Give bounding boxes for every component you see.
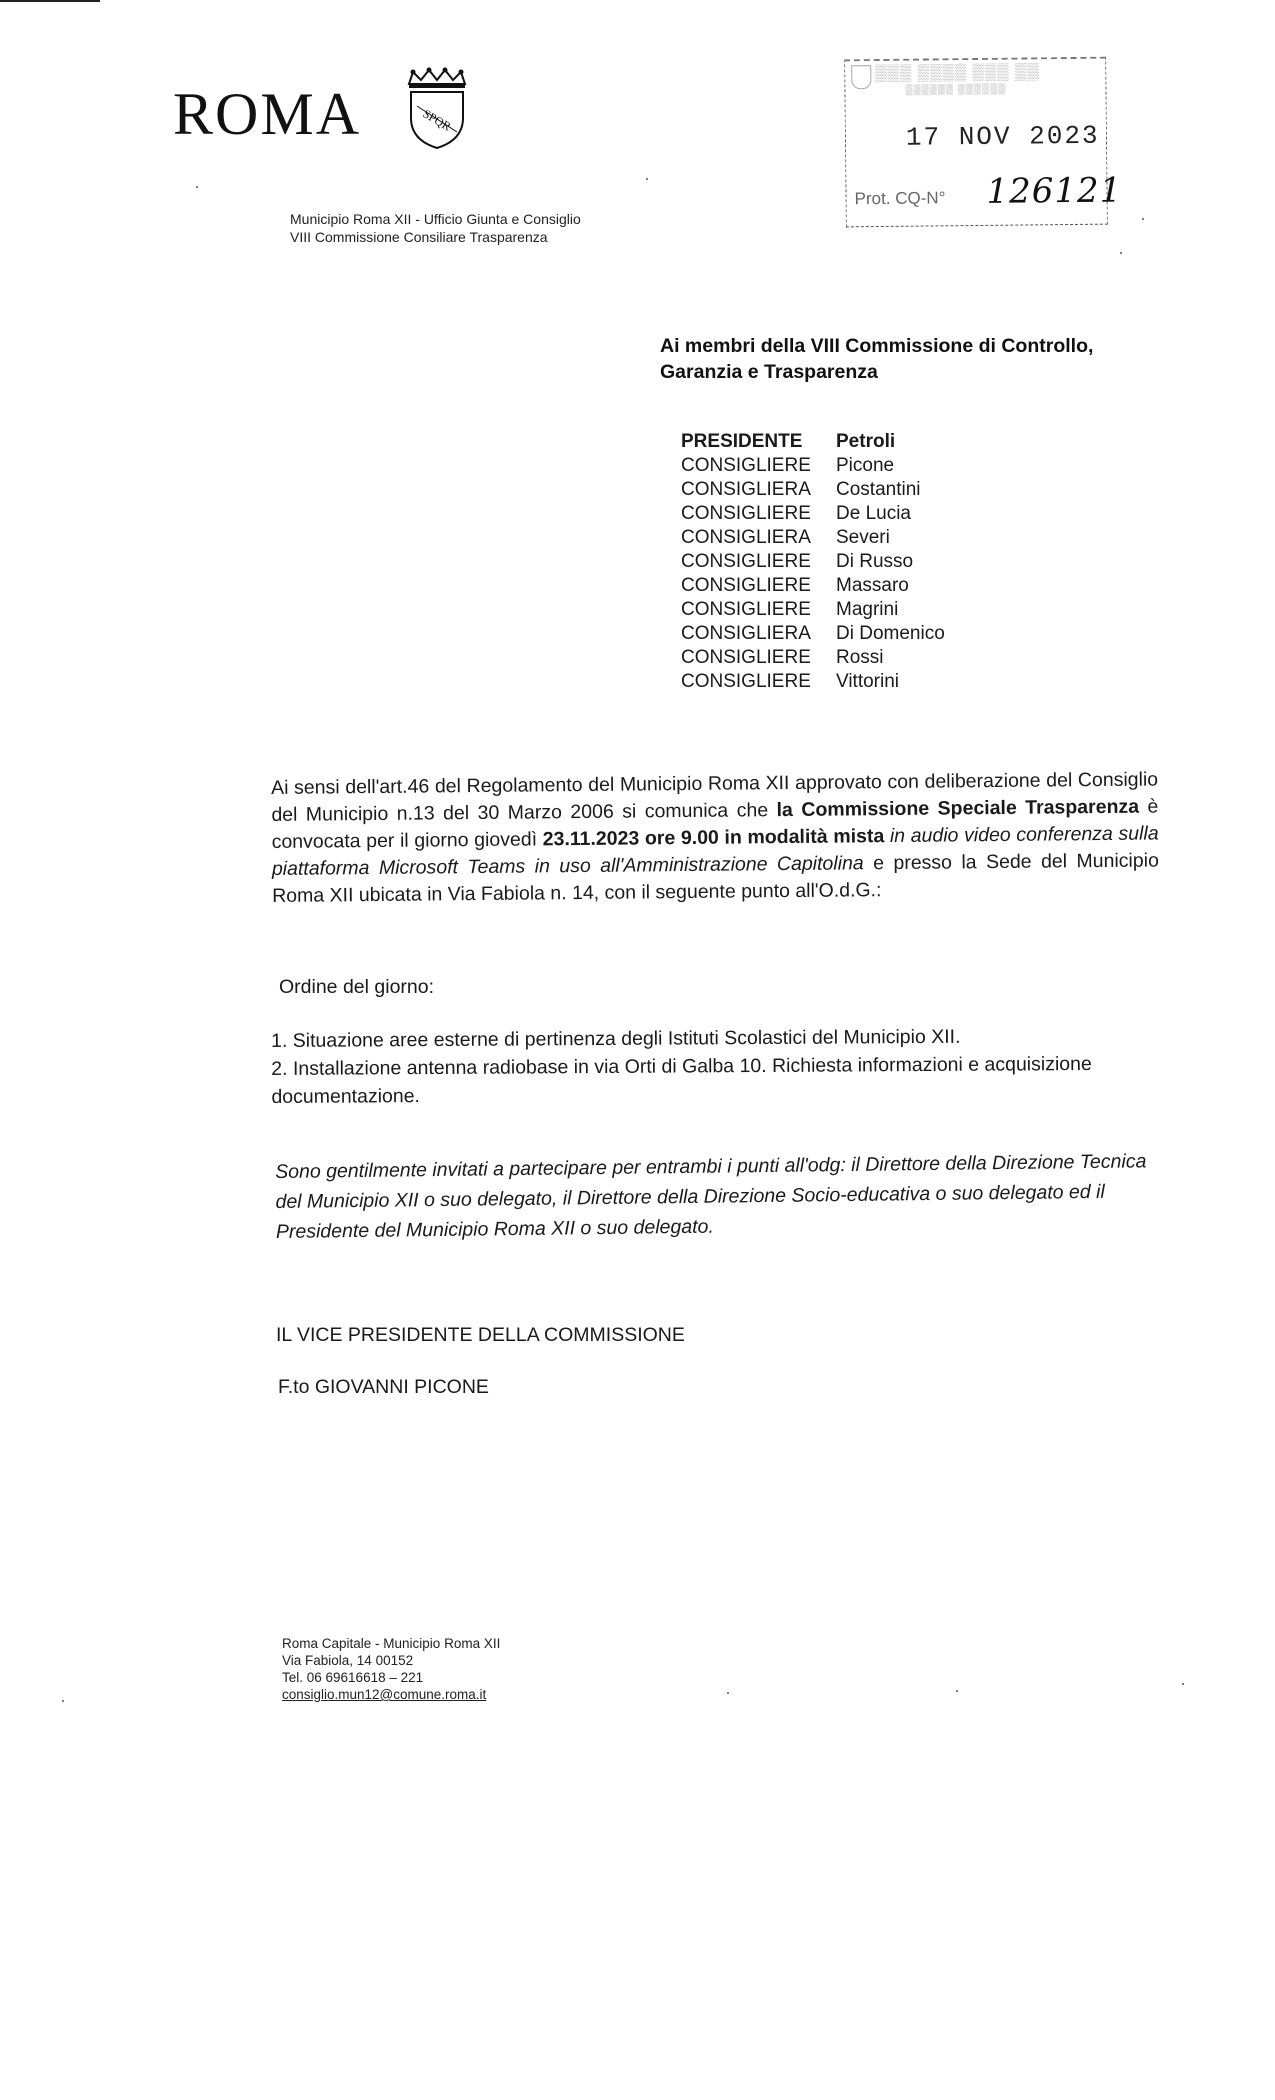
stamp-protocol-number: 126121 [986,170,1123,212]
agenda-item-2: 2. Installazione antenna radiobase in via Orti di Galba 10. Richiesta informazioni e acquisizione documentazione. [271,1052,1092,1108]
member-name: Magrini [836,599,899,620]
member-name: Di Domenico [836,623,945,644]
member-row [681,622,945,646]
signature-name: F.to GIOVANNI PICONE [278,1376,489,1398]
footer-line-3: Tel. 06 69616618 – 221 [282,1670,424,1685]
para-text-f: e presso la Sede del Municipio Roma XII ubicata in Via Fabiola n. 14, con il seguente punto all'O.d.G.: [272,849,1159,907]
agenda-item-1: 1. Situazione aree esterne di pertinenza degli Istituti Scolastici del Municipio XII. [271,1025,961,1052]
member-row [681,670,945,694]
para-text-a: Ai sensi dell'art.46 del Regolamento del Municipio Roma XII approvato con deliberazione del Consiglio del Municipio n.13 del 30 Marzo 2006 si comunica che [271,768,1159,826]
scan-speck [1182,1683,1184,1685]
para-commission-name: la Commissione Speciale Trasparenza [776,795,1140,822]
scan-speck [196,186,198,188]
stamp-crest-icon [851,65,871,89]
para-date-time: 23.11.2023 ore 9.00 in modalità mista [542,825,885,851]
stamp-date: 17 NOV 2023 [905,120,1100,153]
stamp-subheader-faded: ▒▒▒▒▒▒ ▒▒▒▒▒▒ [905,83,1007,96]
scan-speck [1142,218,1144,220]
scan-speck [646,178,648,180]
member-name: De Lucia [836,503,911,524]
member-role: CONSIGLIERE [681,575,811,596]
member-name: Massaro [836,575,909,596]
member-role: CONSIGLIERE [681,551,811,572]
member-name: Vittorini [836,671,900,692]
footer-line-2: Via Fabiola, 14 00152 [282,1653,414,1668]
member-role: CONSIGLIERA [681,527,811,548]
member-row [681,550,945,574]
member-role: CONSIGLIERE [681,503,811,524]
member-name: Severi [836,527,890,548]
crest-spqr-text: SPQR [420,106,454,134]
roma-logo-text: ROMA [173,81,362,147]
member-row [681,526,945,550]
scan-speck [727,1692,729,1694]
stamp-header-faded: ▒▒▒ ▒▒▒▒ ▒▒▒ ▒▒ [875,63,1040,83]
protocol-stamp [844,57,1123,228]
convocation-paragraph [271,766,1159,910]
para-teams-info: in audio video conferenza sulla piattaforma Microsoft Teams in uso all'Amministrazione Capitolina [271,822,1159,880]
member-row [681,430,945,454]
member-row [681,574,945,598]
addressee-line-1: Ai membri della VIII Commissione di Controllo, [660,335,1094,357]
scan-speck [62,1700,64,1702]
spqr-crest-icon [403,66,471,150]
member-row [681,598,945,622]
addressee-line-2: Garanzia e Trasparenza [660,361,878,383]
footer-email-link[interactable]: consiglio.mun12@comune.roma.it [282,1687,487,1702]
member-role: CONSIGLIERE [681,455,811,476]
addressee-block [660,333,1093,385]
para-text-c: è convocata per il giorno giovedì [271,795,1159,853]
members-list [681,430,945,694]
member-row [681,646,945,670]
member-name: Costantini [836,479,921,500]
signature-title: IL VICE PRESIDENTE DELLA COMMISSIONE [276,1324,685,1346]
member-role: PRESIDENTE [681,431,803,452]
member-name: Picone [836,455,895,476]
footer-contact [282,1635,500,1703]
member-role: CONSIGLIERA [681,623,811,644]
office-line-1: Municipio Roma XII - Ufficio Giunta e Consiglio [290,211,581,227]
agenda-list [271,1022,1171,1111]
office-line-2: VIII Commissione Consiliare Trasparenza [290,229,548,245]
member-name: Petroli [836,431,896,452]
member-name: Rossi [836,647,884,668]
member-role: CONSIGLIERA [681,479,811,500]
top-rule [0,0,100,2]
scan-speck [1120,252,1122,254]
footer-line-1: Roma Capitale - Municipio Roma XII [282,1636,501,1651]
member-name: Di Russo [836,551,914,572]
member-role: CONSIGLIERE [681,599,811,620]
agenda-title: Ordine del giorno: [279,976,435,998]
member-row [681,478,945,502]
member-row [681,454,945,478]
member-row [681,502,945,526]
invitation-paragraph: Sono gentilmente invitati a partecipare per entrambi i punti all'odg: il Direttore della Direzione Tecnica del Municipio XII o suo delegato, il Direttore della Direzione Socio-educativa o suo delegato ed il Presidente del Municipio Roma XII o suo delegato. [275,1150,1147,1243]
scan-speck [956,1690,958,1692]
office-block [290,210,581,246]
member-role: CONSIGLIERE [681,671,811,692]
stamp-protocol-label: Prot. CQ-N° [854,188,946,209]
member-role: CONSIGLIERE [681,647,811,668]
